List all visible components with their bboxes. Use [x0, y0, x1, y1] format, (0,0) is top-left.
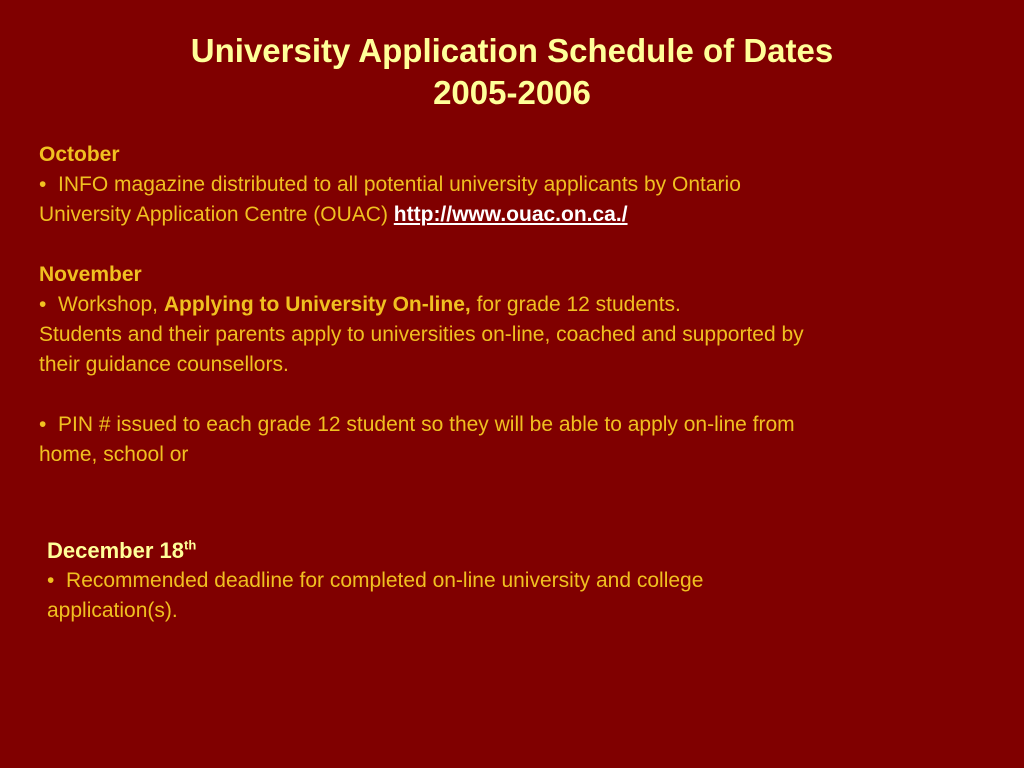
- bullet-marker: •: [47, 569, 55, 592]
- bullet-marker: •: [39, 293, 47, 316]
- workshop-prefix: Workshop,: [58, 293, 159, 316]
- schedule-content: [39, 140, 989, 470]
- pin-text-a: PIN # issued to each grade 12 student so they will be able to apply on-line from: [58, 413, 795, 436]
- december-bullet-line-2: application(s).: [47, 599, 178, 622]
- bullet-marker: •: [39, 173, 47, 196]
- november-pin-line-2: home, school or: [39, 443, 189, 466]
- october-bullet-line-1: [39, 170, 989, 200]
- november-workshop-line: [39, 290, 989, 320]
- title-line-2: 2005-2006: [433, 74, 591, 111]
- december-bullet-line-1: [47, 566, 997, 596]
- december-heading: [47, 536, 997, 566]
- workshop-suffix: for grade 12 students.: [476, 293, 681, 316]
- october-text-a: INFO magazine distributed to all potential university applicants by Ontario: [58, 173, 741, 196]
- november-desc-line-2: their guidance counsellors.: [39, 353, 289, 376]
- december-text-a: Recommended deadline for completed on-line university and college: [66, 569, 704, 592]
- november-pin-line-1: [39, 410, 989, 440]
- december-heading-sup: th: [183, 537, 197, 553]
- slide-title: [0, 30, 1024, 114]
- workshop-title: Applying to University On-line,: [163, 293, 471, 316]
- december-section: [47, 536, 997, 626]
- october-heading: October: [39, 143, 120, 166]
- title-line-1: University Application Schedule of Dates: [190, 32, 834, 69]
- spacer: [39, 230, 989, 260]
- november-heading: November: [39, 263, 142, 286]
- december-heading-text: December 18: [47, 538, 184, 563]
- october-bullet-line-2: [39, 200, 989, 230]
- ouac-link[interactable]: http://www.ouac.on.ca./: [393, 203, 628, 226]
- november-desc-line-1: Students and their parents apply to universities on-line, coached and supported by: [39, 323, 804, 346]
- spacer: [39, 380, 989, 410]
- october-text-b: University Application Centre (OUAC): [39, 203, 388, 226]
- bullet-marker: •: [39, 413, 47, 436]
